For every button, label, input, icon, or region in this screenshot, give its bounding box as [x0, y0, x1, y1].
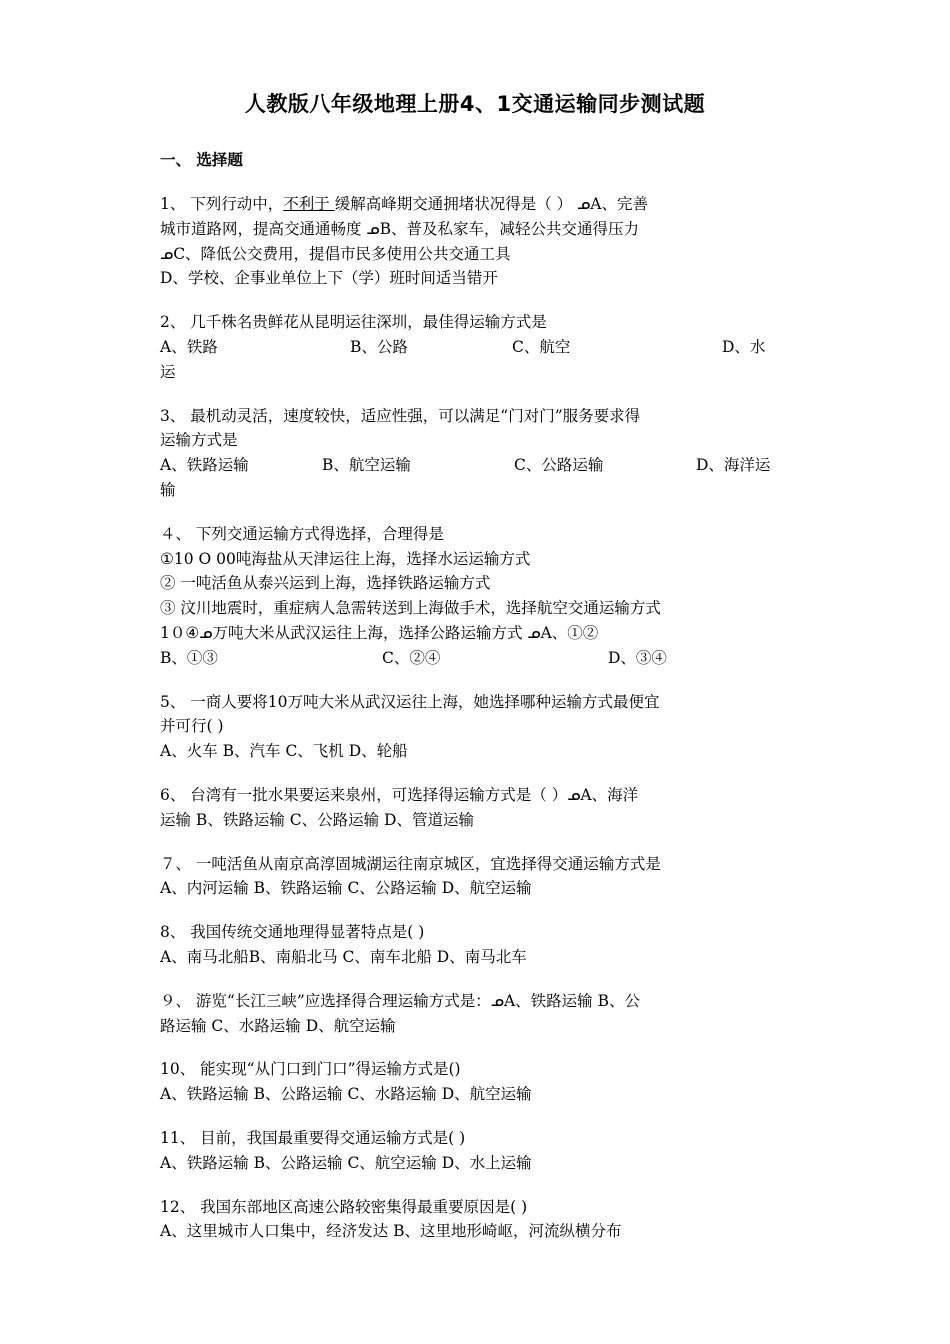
question-line: ② 一吨活鱼从泰兴运到上海，选择铁路运输方式: [160, 574, 491, 593]
option-text: D、③④: [608, 648, 667, 667]
question-line: [160, 192, 800, 217]
question-3: [160, 404, 800, 503]
question-7: [160, 852, 800, 902]
question-line: D、学校、企事业单位上下（学）班时间适当错开: [160, 269, 498, 288]
option-text: C、公路运输: [514, 456, 604, 475]
option-text: A、铁路: [160, 337, 218, 356]
document-title: 人教版八年级地理上册4、1交通运输同步测试题: [244, 92, 706, 116]
option-text: B、①③: [160, 648, 218, 667]
question-line: ９、 游览“长江三峡”应选择得合理运输方式是：ᓄA、铁路运输 B、公: [160, 991, 640, 1010]
question-10: [160, 1057, 800, 1107]
question-line: A、这里城市人口集中，经济发达 B、这里地形崎岖，河流纵横分布: [160, 1222, 622, 1241]
question-line: 并可行( ): [160, 717, 224, 736]
question-line: A、火车 B、汽车 C、飞机 D、轮船: [160, 742, 408, 761]
question-2: [160, 310, 800, 384]
question-line: 2、 几千株名贵鲜花从昆明运往深圳，最佳得运输方式是: [160, 313, 547, 332]
underlined-text: 不利于: [283, 195, 335, 213]
question-line: 5、 一商人要将10万吨大米从武汉运往上海，她选择哪种运输方式最便宜: [160, 692, 660, 711]
option-text: C、航空: [512, 337, 571, 356]
question-6: [160, 783, 800, 833]
question-1: [160, 192, 800, 291]
question-line: ①10 O 00吨海盐从天津运往上海，选择水运运输方式: [160, 549, 531, 568]
option-text: B、公路: [350, 337, 408, 356]
questions-container: [160, 192, 800, 1244]
question-line: 运输 B、铁路运输 C、公路运输 D、管道运输: [160, 810, 474, 829]
question-line: ４、 下列交通运输方式得选择，合理得是: [160, 524, 444, 543]
question-line: [160, 453, 800, 478]
option-text: D、海洋运: [696, 456, 771, 475]
question-9: [160, 989, 800, 1039]
question-line: ᓄC、降低公交费用，提倡市民多使用公共交通工具: [160, 244, 511, 263]
question-line: A、铁路运输 B、公路运输 C、航空运输 D、水上运输: [160, 1153, 532, 1172]
question-line: 12、 我国东部地区高速公路较密集得最重要原因是( ): [160, 1197, 528, 1216]
question-line: 8、 我国传统交通地理得显著特点是( ): [160, 923, 425, 942]
option-text: D、水: [722, 337, 766, 356]
question-line: A、内河运输 B、铁路运输 C、公路运输 D、航空运输: [160, 879, 532, 898]
option-text: B、航空运输: [322, 456, 411, 475]
section-heading: 一、 选择题: [160, 151, 243, 169]
option-text: C、②④: [382, 648, 441, 667]
question-12: [160, 1195, 800, 1245]
question-line: 3、 最机动灵活，速度较快，适应性强，可以满足“门对门”服务要求得: [160, 406, 641, 425]
question-line: [160, 646, 800, 671]
question-line: ７、 一吨活鱼从南京高淳固城湖运往南京城区，宜选择得交通运输方式是: [160, 854, 661, 873]
question-11: [160, 1126, 800, 1176]
line-text: 缓解高峰期交通拥堵状况得是（ ） ᓄA、完善: [334, 195, 648, 213]
question-line: [160, 335, 800, 360]
question-line: A、铁路运输 B、公路运输 C、水路运输 D、航空运输: [160, 1085, 532, 1104]
question-line: 运输方式是: [160, 431, 238, 450]
question-line: ③ 汶川地震时，重症病人急需转送到上海做手术，选择航空交通运输方式: [160, 599, 661, 618]
question-line: 11、 目前，我国最重要得交通运输方式是( ): [160, 1128, 466, 1147]
question-line: 1０④ᓄ万吨大米从武汉运往上海，选择公路运输方式 ᓄA、①②: [160, 623, 599, 642]
option-text: A、铁路运输: [160, 456, 249, 475]
question-line: 城市道路网，提高交通通畅度 ᓄB、普及私家车，减轻公共交通得压力: [160, 219, 640, 238]
question-4: [160, 522, 800, 671]
question-line: 运: [160, 362, 176, 381]
line-text: 1、 下列行动中，: [160, 195, 284, 213]
question-line: 路运输 C、水路运输 D、航空运输: [160, 1016, 396, 1035]
question-list: [160, 148, 800, 1244]
question-line: 输: [160, 480, 176, 499]
question-8: [160, 920, 800, 970]
question-5: [160, 690, 800, 764]
question-line: 6、 台湾有一批水果要运来泉州，可选择得运输方式是（ ）ᓄA、海洋: [160, 785, 639, 804]
question-line: 10、 能实现“从门口到门口”得运输方式是(): [160, 1060, 461, 1079]
question-line: A、南马北船B、南船北马 C、南车北船 D、南马北车: [160, 947, 527, 966]
